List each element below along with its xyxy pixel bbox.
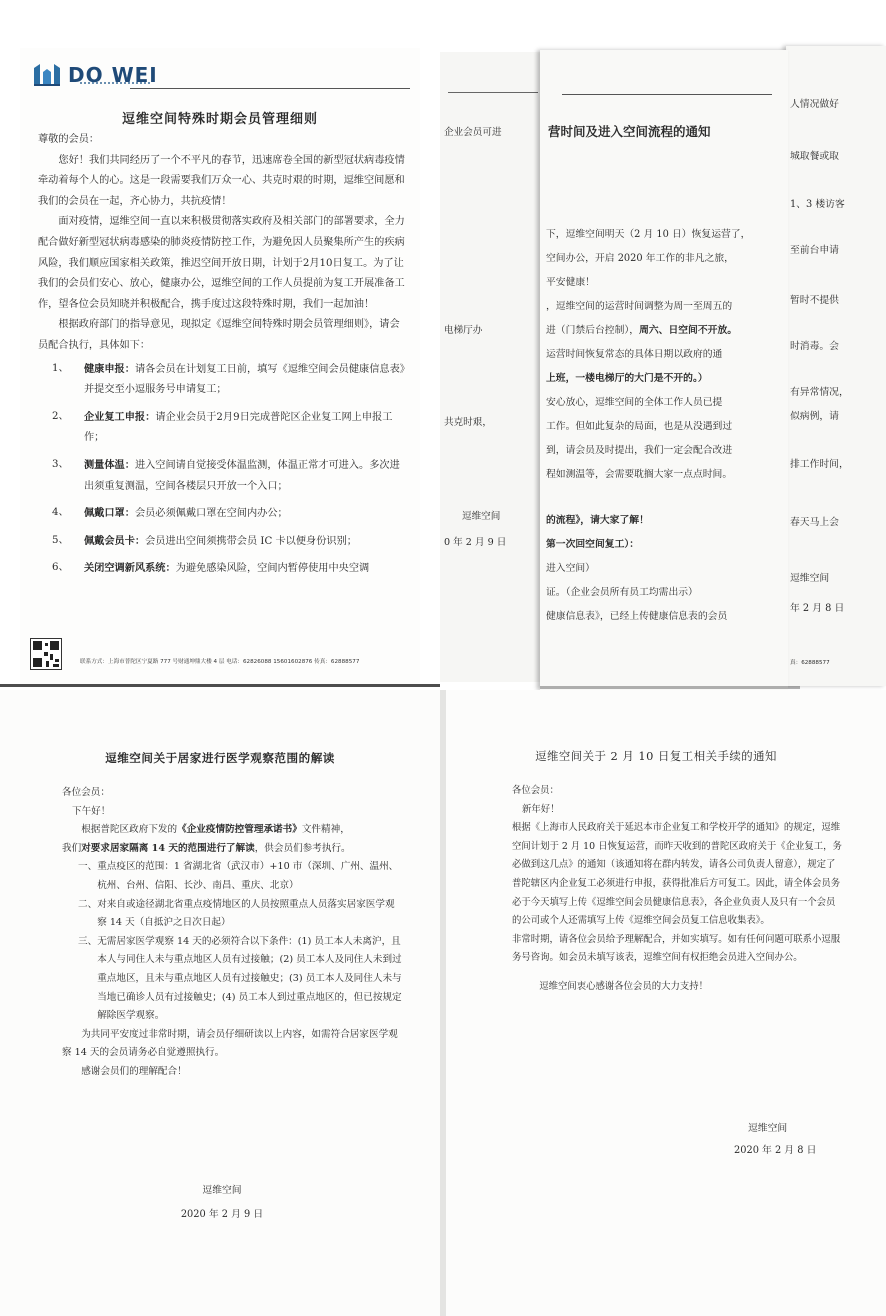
hello-line: 下午好！ — [72, 805, 111, 817]
text-fragment: 电梯厅办 — [444, 325, 483, 336]
text-line: 上班，一楼电梯厅的大门是不开的。） — [546, 373, 708, 384]
text-fragment: 企业会员可进 — [444, 127, 502, 138]
text-fragment: 春天马上会 — [790, 517, 839, 528]
contact-info: 联系方式：上海市普陀区宁夏路 777 号财通坤鼎大楼 4 层 电话：62826088 15601602876 传真：62888577 — [80, 659, 360, 665]
paragraph: 根据普陀区政府下发的《企业疫情防控管理承诺书》文件精神， — [81, 824, 350, 836]
greeting: 尊敬的会员： — [38, 134, 100, 145]
date: 2020 年 2 月 8 日 — [734, 1145, 817, 1156]
text-line: 进（门禁后台控制），周六、日空间不开放。 — [546, 325, 738, 336]
text-fragment: 似病例，请 — [790, 411, 839, 422]
qr-code-icon — [30, 638, 62, 670]
document-title: 逗维空间关于居家进行医学观察范围的解读 — [105, 751, 335, 765]
list-item: 一、 重点疫区的范围：1 省湖北省（武汉市）+10 市（深圳、广州、温州、杭州、台州、信阳、长沙、南昌、重庆、北京） — [78, 861, 399, 891]
signer: 逗维空间 — [790, 573, 830, 584]
document-title: 逗维空间特殊时期会员管理细则 — [121, 112, 318, 127]
text-line: 平安健康！ — [546, 277, 595, 288]
list-item: 二、 对来自或途径湖北省重点疫情地区的人员按照重点人员落实居家医学观察 14 天（自抵沪之日次日起） — [78, 898, 395, 929]
date: 0 年 2 月 9 日 — [444, 537, 507, 548]
text-fragment: 至前台申请 — [790, 245, 839, 256]
text-line: 证。（企业会员所有员工均需出示） — [546, 587, 698, 598]
notice-page-behind-fragment — [440, 52, 548, 682]
document-title: 营时间及进入空间流程的通知 — [548, 124, 711, 139]
paragraph: 非常时期，请各位会员给予理解配合，并如实填写。如有任何问题可联系小逗服务号咨询。如会员未填写该表，逗维空间有权拒绝会员进入空间办公。 — [512, 933, 841, 964]
text-fragment: 时消毒。会 — [790, 341, 839, 352]
list-item: 1、 健康申报：请各会员在计划复工日前，填写《逗维空间会员健康信息表》并提交至小逗服务号申请复工； — [52, 362, 405, 396]
text-fragment: 暂时不提供 — [790, 295, 839, 306]
text-line: 进入空间） — [546, 563, 595, 574]
text-fragment: 排工作时间， — [790, 459, 849, 470]
list-item: 2、 企业复工申报：请企业会员于2月9日完成普陀区企业复工网上申报工作； — [52, 410, 393, 444]
footer-fragment: 真：62888577 — [790, 660, 830, 666]
notice-page-right-fragment — [786, 46, 886, 686]
list-item: 3、 测量体温：进入空间请自觉接受体温监测，体温正常才可进入。多次进出须重复测温，空间各楼层只开放一个入口； — [52, 458, 400, 492]
greeting: 各位会员： — [62, 787, 110, 798]
text-line: 健康信息表》，已经上传健康信息表的会员 — [546, 611, 728, 622]
text-line: 空间办公，开启 2020 年工作的非凡之旅， — [546, 253, 734, 264]
notice-page-operating-hours — [540, 50, 788, 690]
header-rule — [448, 92, 538, 93]
date: 2020 年 2 月 9 日 — [180, 1209, 264, 1220]
greeting: 各位会员： — [512, 785, 559, 796]
paragraph: 感谢会员们的理解配合！ — [81, 1065, 187, 1077]
list-item: 4、 佩戴口罩：会员必须佩戴口罩在空间内办公； — [52, 507, 288, 520]
text-line: 的流程》，请大家了解！ — [546, 515, 649, 526]
document-body — [38, 130, 406, 586]
document-title: 逗维空间关于 2 月 10 日复工相关手续的通知 — [535, 749, 777, 763]
member-management-rules-page — [20, 48, 420, 684]
logo-text: DO WEI — [68, 63, 158, 87]
paragraph: 面对疫情，逗维空间一直以来积极贯彻落实政府及相关部门的部署要求，全力配合做好新型冠状病毒感染的肺炎疫情防控工作，为避免因人员聚集所产生的疾病风险，我们顺应国家相关政策，推迟空间开放日期，计划于2月10日复工。为了让我们的会员们安心、放心，健康办公，逗维空间的工作人员提前为复工开展准备工作，望各位会员知晓并积极配合，携手度过这段特殊时期，我们一起加油！ — [38, 216, 405, 310]
document-body — [62, 784, 402, 1082]
text-fragment: 城取餐或取 — [790, 151, 839, 162]
dowei-logo-icon — [32, 60, 62, 90]
text-fragment: 共克时艰， — [444, 417, 492, 428]
text-line: 安心放心，逗维空间的全体工作人员已提 — [546, 397, 723, 408]
date: 年 2 月 8 日 — [790, 603, 845, 614]
text-line: 运营时间恢复常态的具体日期以政府的通 — [546, 349, 723, 360]
paragraph: 我们对要求居家隔离 14 天的范围进行了解读，供会员们参考执行。 — [62, 842, 351, 854]
medical-observation-scope-page — [0, 690, 440, 1316]
header-rule — [562, 94, 772, 95]
rules-list — [38, 359, 406, 580]
header-rule — [130, 88, 410, 89]
text-fragment: 有异常情况， — [790, 387, 849, 398]
paragraph: 根据政府部门的指导意见，现拟定《逗维空间特殊时期会员管理细则》，请会员配合执行，具体如下： — [38, 319, 400, 351]
list-item: 5、 佩戴会员卡：会员进出空间须携带会员 IC 卡以便身份识别； — [52, 534, 357, 547]
page-edge-divider — [0, 684, 440, 687]
text-line: 到，请会员及时提出，我们一定会配合改进 — [546, 445, 733, 456]
document-body — [512, 782, 844, 997]
list-item: 三、 无需居家医学观察 14 天的必须符合以下条件：(1) 员工本人未离沪，且本人与同住人未与重点地区人员有过接触；(2) 员工本人及同住人未到过重点地区，且未与重点地区人员有过接触史；(3) 员工本人及同住人未与当地已确诊人员有过接触史；(4) 员工本人到过重点地区的，但已按规定解除医学观察。 — [78, 935, 402, 1022]
page-edge-divider — [540, 686, 800, 689]
text-line: ，逗维空间的运营时间调整为周一至周五的 — [546, 301, 733, 312]
paragraph: 您好！我们共同经历了一个不平凡的春节，迅速席卷全国的新型冠状病毒疫情牵动着每个人的心。这是一段需要我们万众一心、共克时艰的时期，逗维空间愿和我们的会员在一起，齐心协力，共抗疫情！ — [38, 154, 405, 207]
paragraph: 逗维空间衷心感谢各位会员的大力支持！ — [539, 980, 709, 992]
text-fragment: 人情况做好 — [790, 99, 839, 110]
text-line: 程如测温等，会需要耽搁大家一点点时间。 — [546, 469, 733, 480]
signer: 逗维空间 — [462, 511, 501, 522]
paragraph: 为共同平安度过非常时期，请会员仔细研读以上内容，如需符合居家医学观察 14 天的会员请务必自觉遵照执行。 — [62, 1028, 398, 1059]
text-line: 工作。但如此复杂的局面，也是从没遇到过 — [546, 421, 733, 432]
list-item: 6、 关闭空调新风系统：为避免感染风险，空间内暂停使用中央空调 — [52, 562, 370, 575]
text-fragment: 1、3 楼访客 — [790, 199, 845, 210]
text-line: 下，逗维空间明天（2 月 10 日）恢复运营了， — [546, 229, 751, 240]
signer: 逗维空间 — [748, 1123, 788, 1134]
signer: 逗维空间 — [202, 1185, 242, 1196]
resumption-procedures-notice-page — [446, 690, 886, 1316]
text-line: 第一次回空间复工）： — [546, 539, 640, 550]
hello-line: 新年好！ — [522, 803, 560, 815]
page-footer — [30, 634, 410, 674]
paragraph: 根据《上海市人民政府关于延迟本市企业复工和学校开学的通知》的规定，逗维空间计划于 2 月 10 日恢复运营，而昨天收到的普陀区政府关于《企业复工，务必做到这几点》的通知（该通知将在群内转发，请各公司负责人留意），规定了普陀辖区内企业复工必须进行申报，获得批准后方可复工。因此，请全体会员务必于今天填写上传《逗维空间会员健康信息表》，各企业负责人及只有一个会员的公司或个人还需填写上传《逗维空间会员复工信息收集表》。 — [512, 822, 842, 927]
